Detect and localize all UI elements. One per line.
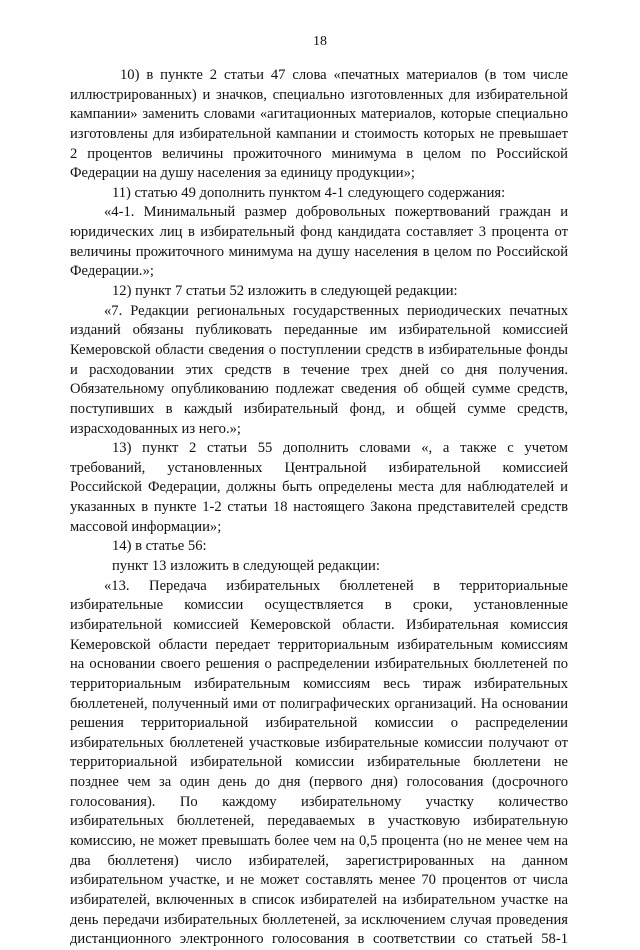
- text-line: 11) статью 49 дополнить пунктом 4-1 следующего содержания:: [112, 184, 506, 201]
- text-line: день передачи избирательных бюллетеней, за исключением случая проведения: [70, 911, 568, 928]
- document-body: [70, 66, 568, 950]
- text-line: избирателей, включенных в список избирателей на избирательном участке на: [70, 891, 568, 908]
- text-line: Кемеровской области передает территориальным избирательным комиссиям: [70, 636, 568, 653]
- text-line: 13) пункт 2 статьи 55 дополнить словами «, а также с учетом: [112, 440, 568, 457]
- text-line: кампании» заменить словами «агитационных материалов, которые специально: [70, 106, 568, 123]
- text-line: «13. Передача избирательных бюллетеней в территориальные: [104, 577, 568, 594]
- text-line: израсходованных из него.»;: [70, 420, 241, 437]
- text-line: избирательных бюллетеней, передаваемых в участковую избирательную: [70, 813, 568, 830]
- text-line: Федерации.»;: [70, 263, 154, 280]
- text-line: иллюстрированных) и значков, специально изготовленных для избирательной: [70, 86, 568, 103]
- text-line: голосования). По каждому избирательному участку количество: [70, 793, 568, 810]
- text-line: 2 процентов величины прожиточного минимума в целом по Российской: [70, 145, 568, 162]
- text-line: избирательном участке, и не может составлять менее 70 процентов от числа: [70, 872, 568, 889]
- text-line: позднее чем за один день до дня (первого дня) голосования (досрочного: [70, 774, 568, 791]
- text-line: избирательных бюллетеней участковые избирательные комиссии получают от: [70, 734, 568, 751]
- text-line: избирательные комиссии осуществляется в сроки, установленные: [70, 597, 568, 614]
- text-line: массовой информации»;: [70, 518, 222, 535]
- text-line: Обязательному опубликованию подлежат сведения об общей сумме средств,: [70, 381, 568, 398]
- text-line: комиссию, не может превышать более чем на 0,5 процента (но не менее чем на: [70, 832, 568, 849]
- text-line: 12) пункт 7 статьи 52 изложить в следующей редакции:: [112, 283, 458, 300]
- text-line: требований, установленных Центральной избирательной комиссией: [70, 459, 568, 476]
- text-line: территориальным избирательным комиссиям весь тираж избирательных: [70, 675, 568, 692]
- text-line: поступивших в каждый избирательный фонд, и общей сумме средств,: [70, 400, 568, 417]
- text-line: дистанционного электронного голосования в соответствии со статьей 58-1: [70, 931, 568, 948]
- text-line: «4-1. Минимальный размер добровольных пожертвований граждан и: [104, 204, 568, 221]
- text-line: юридических лиц в избирательный фонд кандидата составляет 3 процента от: [70, 224, 568, 241]
- text-line: 10) в пункте 2 статьи 47 слова «печатных материалов (в том числе: [120, 67, 568, 83]
- text-line: изданий обязаны публиковать переданные им избирательной комиссией: [70, 322, 568, 339]
- text-line: «7. Редакции региональных государственных периодических печатных: [104, 302, 568, 319]
- text-line: и расходовании этих средств в течение трех дней со дня получения.: [70, 361, 568, 378]
- text-line: пункт 13 изложить в следующей редакции:: [112, 558, 380, 575]
- text-line: Кемеровской области сведения о поступлении средств в избирательные фонды: [70, 341, 568, 358]
- text-line: на основании своего решения о распределении избирательных бюллетеней по: [70, 656, 568, 673]
- text-line: избирательной комиссией Кемеровской области. Избирательная комиссия: [70, 616, 568, 633]
- text-line: величины прожиточного минимума на душу населения в целом по Российской: [70, 243, 568, 260]
- text-line: указанных в пункте 1-2 статьи 18 настоящего Закона представителей средств: [70, 499, 568, 516]
- text-line: Федерации на душу населения за единицу продукции»;: [70, 165, 415, 182]
- text-line: 14) в статье 56:: [112, 538, 207, 555]
- page-number: 18: [313, 34, 327, 49]
- text-line: решения территориальной избирательной комиссии о распределении: [70, 715, 568, 732]
- text-line: территориальной избирательной комиссии избирательные бюллетени не: [70, 754, 568, 771]
- text-line: изготовлены для избирательной кампании и стоимость которых не превышает: [70, 125, 568, 142]
- text-line: бюллетеней, полученный ими от полиграфических организаций. На основании: [70, 695, 568, 712]
- text-line: два бюллетеня) число избирателей, зарегистрированных на данном: [70, 852, 568, 869]
- text-line: Российской Федерации, должны быть определены места для наблюдателей и: [70, 479, 568, 496]
